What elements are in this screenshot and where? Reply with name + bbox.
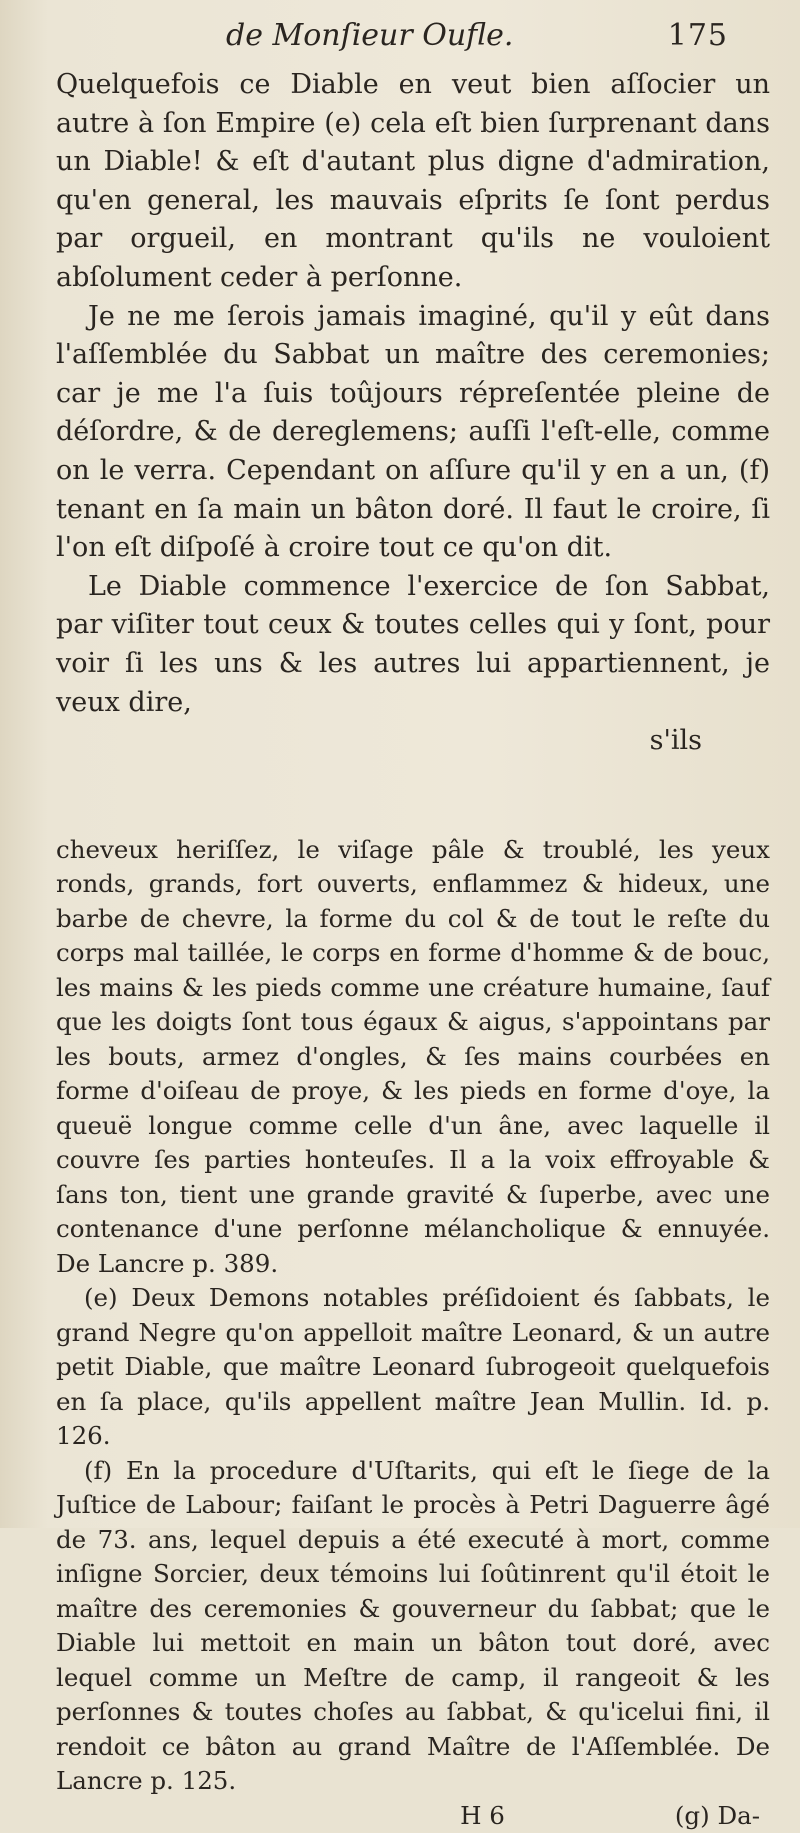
running-title: de Monſieur Oufle. — [226, 18, 514, 53]
footnote-e: (e) Deux Demons notables préſidoient és ſabbats, le grand Negre qu'on appelloit maître Leonard, & un autre petit Diable, que maître Leonard ſubrogeoit quelquefois en ſa place, qu'ils appellent maître Jean Mullin. Id. p. 126. — [56, 1283, 770, 1451]
footnote-continued: cheveux heriſſez, le viſage pâle & troublé, les yeux ronds, grands, fort ouverts, enflammez & hideux, une barbe de chevre, la forme du col & de tout le reſte du corps mal taillée, le corps en forme d'homme & de bouc, les mains & les pieds comme une créature humaine, ſauf que les doigts ſont tous égaux & aigus, s'appointans par les bouts, armez d'ongles, & ſes mains courbées en forme d'oiſeau de proye, & les pieds en forme d'oye, la queuë longue comme celle d'un âne, avec laquelle il couvre ſes parties honteuſes. Il a la voix effroyable & ſans ton, tient une grande gravité & ſuperbe, avec une contenance d'une perſonne mélancholique & ennuyée. De Lancre p. 389. — [56, 834, 770, 1278]
main-text — [56, 66, 770, 722]
page-number: 175 — [667, 18, 728, 53]
catchword-main: s'ils — [649, 725, 702, 757]
footnote-f: (f) En la procedure d'Uſtarits, qui eſt le ſiege de la Juſtice de Labour; faiſant le procès à Petri Daguerre âgé de 73. ans, lequel depuis a été executé à mort, comme inſigne Sorcier, deux témoins lui ſoûtinrent qu'il étoit le maître des ceremonies & gouverneur du ſabbat; que le Diable lui mettoit en main un bâton tout doré, avec lequel comme un Meſtre de camp, il rangeoit & les perſonnes & toutes choſes au ſabbat, & qu'icelui fini, il rendoit ce bâton au grand Maître de l'Aſſemblée. De Lancre p. 125. — [56, 1455, 770, 1796]
footnotes — [56, 833, 770, 1799]
running-head — [226, 18, 728, 64]
page-footer — [56, 1799, 760, 1833]
paragraph-2: Je ne me ſerois jamais imaginé, qu'il y eût dans l'aſſemblée du Sabbat un maître des ceremonies; car je me l'a ſuis toûjours répreſentée pleine de déſordre, & de dereglemens; auſſi l'eſt-elle, comme on le verra. Cependant on aſſure qu'il y en a un, (f) tenant en ſa main un bâton doré. Il faut le croire, ſi l'on eſt diſpoſé à croire tout ce qu'on dit. — [56, 300, 770, 564]
catchword-footnote: (g) Da- — [674, 1800, 760, 1830]
paragraph-1: Quelquefois ce Diable en veut bien aſſocier un autre à ſon Empire (e) cela eſt bien ſurprenant dans un Diable! & eſt d'autant plus digne d'admiration, qu'en general, les mauvais eſprits ſe ſont perdus par orgueil, en montrant qu'ils ne vouloient abſolument ceder à perſonne. — [56, 69, 770, 293]
spacer — [56, 761, 770, 833]
signature-mark: H 6 — [460, 1800, 505, 1830]
paragraph-3: Le Diable commence l'exercice de ſon Sabbat, par viſiter tout ceux & toutes celles qui y ſont, pour voir ſi les uns & les autres lui appartiennent, je veux dire, — [56, 570, 770, 718]
